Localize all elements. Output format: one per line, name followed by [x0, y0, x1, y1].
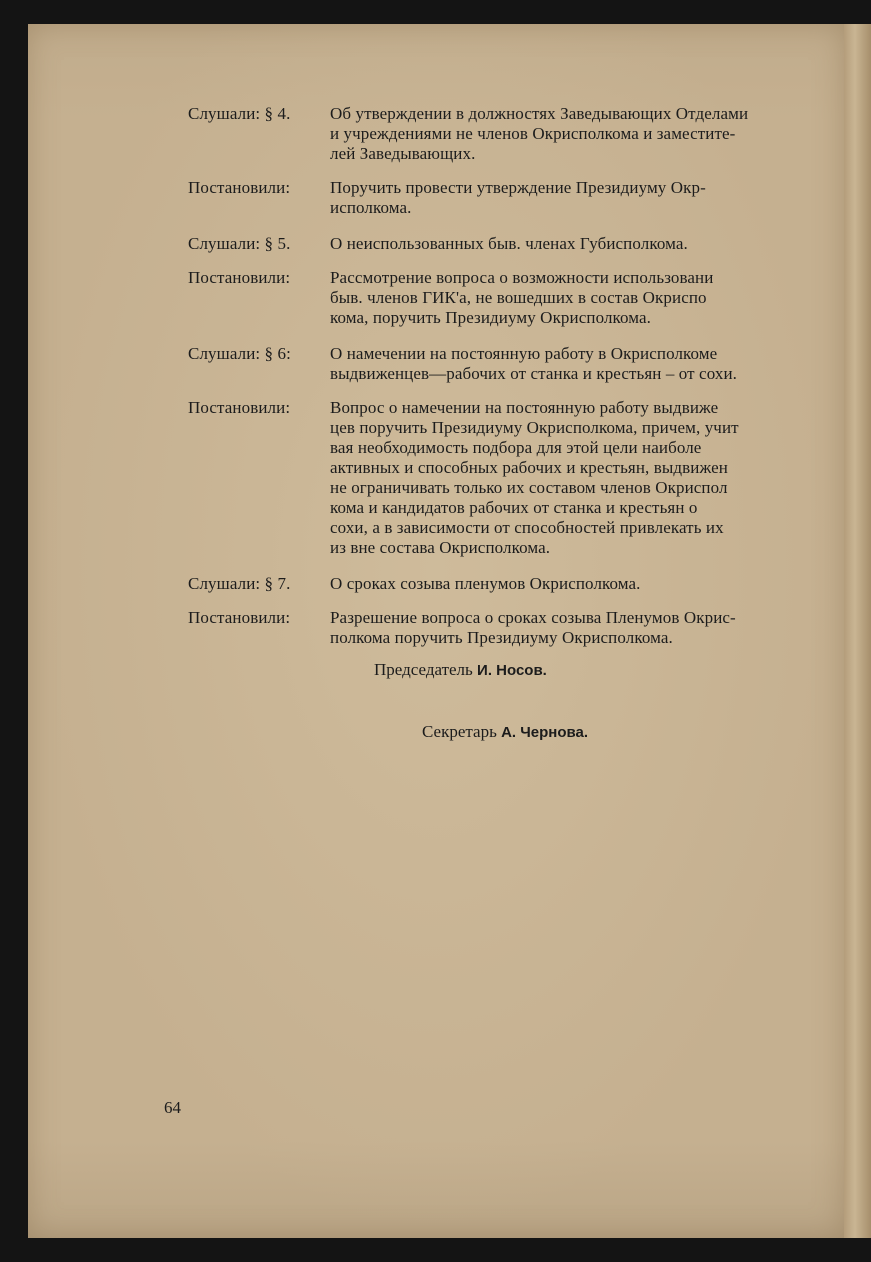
text-line: кома и кандидатов рабочих от станка и крестьян о: [330, 498, 698, 517]
page-number: 64: [164, 1098, 181, 1117]
secretary-signature: [422, 722, 588, 742]
heard-label: Слушали: § 7.: [188, 574, 291, 593]
text-line: Поручить провести утверждение Президиуму Окр-: [330, 178, 706, 197]
heard-label: Слушали: § 4.: [188, 104, 291, 123]
chairman-signature: [374, 660, 547, 680]
agenda-item: [188, 234, 843, 254]
heard-label: Слушали: § 5.: [188, 234, 291, 253]
entry-text: [330, 268, 843, 328]
agenda-item: [188, 344, 843, 384]
resolution-item: [188, 268, 843, 328]
minutes-body: [188, 104, 843, 648]
resolution-item: [188, 608, 843, 648]
decided-label: Постановили:: [188, 178, 291, 197]
entry-text: [330, 344, 843, 384]
entry-text: [330, 574, 843, 594]
secretary-title: Секретарь: [422, 722, 497, 741]
entry-text: [330, 234, 843, 254]
text-line: кома, поручить Президиуму Окрисполкома.: [330, 308, 652, 327]
book-spine-edge: [844, 24, 871, 1238]
text-line: О намечении на постоянную работу в Окрисполкоме: [330, 344, 718, 363]
text-line: активных и способных рабочих и крестьян, выдвижен: [330, 458, 728, 477]
text-line: О неиспользованных быв. членах Губисполкома.: [330, 234, 688, 253]
text-line: Вопрос о намечении на постоянную работу выдвиже: [330, 398, 719, 417]
resolution-item: [188, 178, 843, 218]
text-line: сохи, а в зависимости от способностей привлекать их: [330, 518, 724, 537]
decided-label: Постановили:: [188, 268, 291, 287]
chairman-title: Председатель: [374, 660, 473, 679]
entry-text: [330, 608, 843, 648]
text-line: цев поручить Президиуму Окрисполкома, причем, учит: [330, 418, 739, 437]
entry-text: [330, 398, 843, 558]
text-line: О сроках созыва пленумов Окрисполкома.: [330, 574, 641, 593]
secretary-name: А. Чернова.: [501, 724, 589, 741]
entry-text: [330, 178, 843, 218]
text-line: и учреждениями не членов Окрисполкома и заместите-: [330, 124, 736, 143]
text-line: вая необходимость подбора для этой цели наиболе: [330, 438, 702, 457]
text-line: быв. членов ГИК'а, не вошедших в состав Окриспо: [330, 288, 707, 307]
text-line: из вне состава Окрисполкома.: [330, 538, 551, 557]
text-line: полкома поручить Президиуму Окрисполкома.: [330, 628, 673, 647]
agenda-item: [188, 574, 843, 594]
agenda-item: [188, 104, 843, 164]
heard-label: Слушали: § 6:: [188, 344, 291, 363]
resolution-item: [188, 398, 843, 558]
text-line: выдвиженцев—рабочих от станка и крестьян – от сохи.: [330, 364, 738, 383]
decided-label: Постановили:: [188, 608, 291, 627]
text-line: Разрешение вопроса о сроках созыва Пленумов Окрис-: [330, 608, 736, 627]
text-line: Об утверждении в должностях Заведывающих Отделами: [330, 104, 749, 123]
text-line: исполкома.: [330, 198, 412, 217]
entry-text: [330, 104, 843, 164]
text-line: Рассмотрение вопроса о возможности использовани: [330, 268, 714, 287]
text-line: не ограничивать только их составом членов Окриспол: [330, 478, 728, 497]
text-line: лей Заведывающих.: [330, 144, 476, 163]
decided-label: Постановили:: [188, 398, 291, 417]
chairman-name: И. Носов.: [477, 662, 547, 679]
